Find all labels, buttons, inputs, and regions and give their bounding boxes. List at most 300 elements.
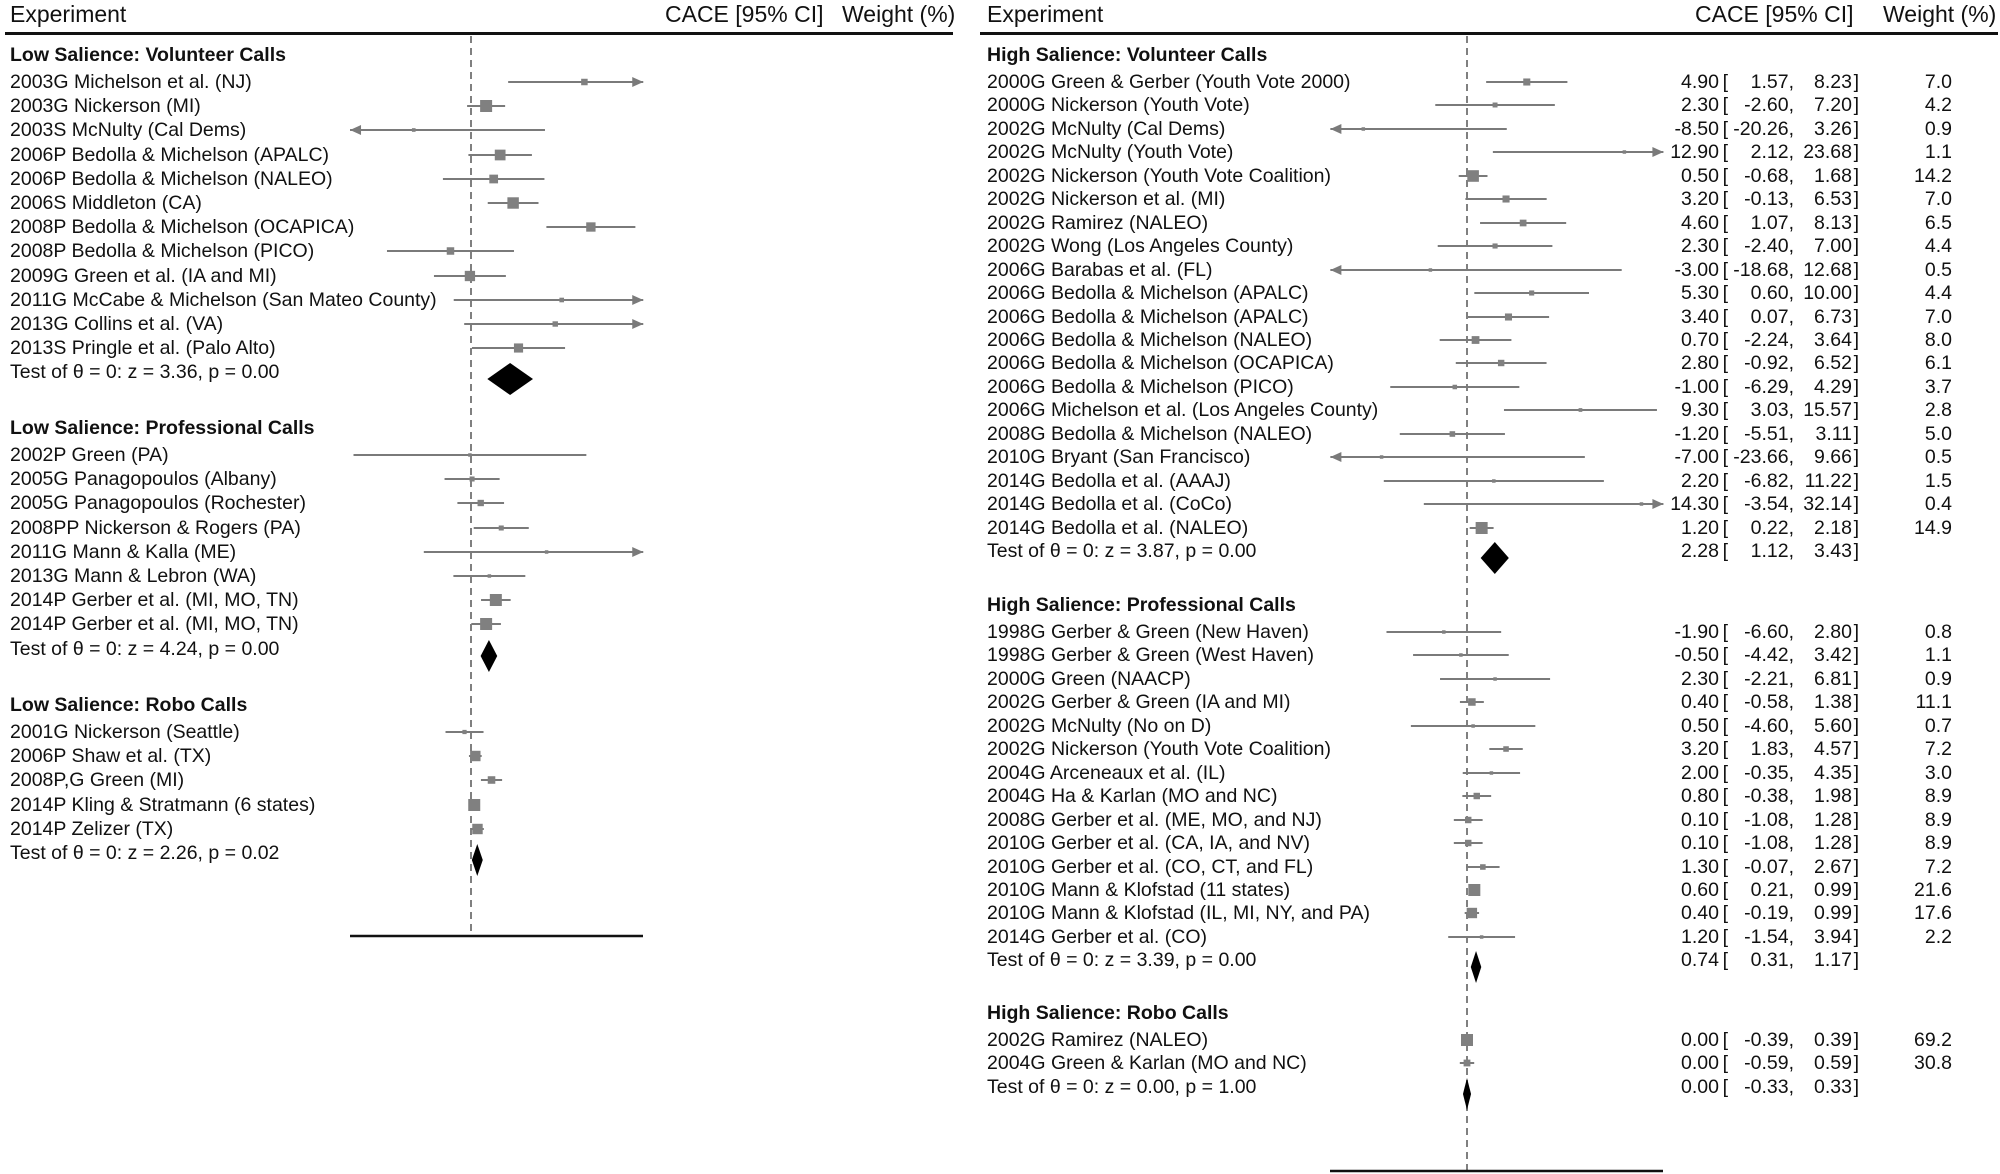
ci-close: ] [1853, 399, 1859, 421]
ci-open: [ [1722, 879, 1728, 901]
ci-close: ] [1853, 212, 1859, 234]
study-label: 2000G Nickerson (Youth Vote) [987, 94, 1250, 116]
ci-open: [ [1722, 691, 1728, 713]
ci-close: ] [1853, 259, 1859, 281]
ci-open: [ [1722, 902, 1728, 924]
study-label: 2009G Green et al. (IA and MI) [10, 265, 277, 287]
effect-estimate: 2.30 [1681, 235, 1719, 257]
effect-estimate: 9.30 [1681, 399, 1719, 421]
weight-value: 6.1 [1924, 352, 1952, 374]
ci-upper: 0.39 [1814, 1029, 1852, 1051]
study-label: 2006G Bedolla & Michelson (NALEO) [987, 329, 1313, 351]
ci-lower: 0.60, [1750, 282, 1794, 304]
study-label: 2004G Green & Karlan (MO and NC) [987, 1052, 1307, 1074]
ci-lower: 1.83, [1750, 738, 1794, 760]
ci-close: ] [1853, 94, 1859, 116]
weight-value: 11.1 [1915, 691, 1952, 713]
header-cace: CACE [95% CI] [665, 1, 824, 27]
weight-value: 0.8 [1924, 621, 1952, 643]
ci-close: ] [1853, 856, 1859, 878]
ci-upper: 23.68 [1803, 141, 1852, 163]
weight-value: 7.0 [1924, 188, 1952, 210]
effect-estimate: -0.50 [1674, 644, 1719, 666]
study-label: 2005G Panagopoulos (Albany) [10, 468, 277, 490]
ci-open: [ [1722, 738, 1728, 760]
study-label: 2000G Green & Gerber (Youth Vote 2000) [987, 71, 1351, 93]
weight-value: 14.9 [1914, 517, 1952, 539]
ci-close: ] [1853, 376, 1859, 398]
effect-estimate: 0.50 [1681, 715, 1719, 737]
ci-open: [ [1722, 235, 1728, 257]
ci-close: ] [1853, 715, 1859, 737]
ci-lower: 2.12, [1750, 141, 1794, 163]
ci-close: ] [1853, 691, 1859, 713]
study-label: 2002G Nickerson (Youth Vote Coalition) [987, 165, 1331, 187]
study-label: 2014P Kling & Stratmann (6 states) [10, 794, 316, 816]
weight-value: 6.5 [1924, 212, 1952, 234]
ci-open: [ [1722, 165, 1728, 187]
ci-lower: -2.60, [1744, 94, 1794, 116]
ci-lower: 1.07, [1750, 212, 1794, 234]
study-label: 2002G Ramirez (NALEO) [987, 1029, 1209, 1051]
ci-upper: 3.26 [1814, 118, 1852, 140]
study-label: 2013S Pringle et al. (Palo Alto) [10, 337, 276, 359]
ci-upper: 6.73 [1814, 306, 1852, 328]
ci-open: [ [1722, 1052, 1728, 1074]
ci-upper: 1.28 [1814, 809, 1852, 831]
ci-close: ] [1853, 470, 1859, 492]
ci-open: [ [1722, 540, 1728, 562]
study-label: 2003G Nickerson (MI) [10, 95, 201, 117]
ci-open: [ [1722, 423, 1728, 445]
weight-value: 5.0 [1924, 423, 1952, 445]
weight-value: 1.5 [1924, 470, 1952, 492]
ci-upper: 1.68 [1814, 165, 1852, 187]
study-label: 2006P Shaw et al. (TX) [10, 745, 212, 767]
weight-value: 4.4 [1924, 235, 1952, 257]
study-label: 2014G Bedolla et al. (AAAJ) [987, 470, 1231, 492]
ci-open: [ [1722, 306, 1728, 328]
ci-open: [ [1722, 329, 1728, 351]
ci-close: ] [1853, 118, 1859, 140]
group-title: High Salience: Professional Calls [987, 594, 1296, 616]
group-title: Low Salience: Robo Calls [10, 694, 248, 716]
study-label: 2010G Mann & Klofstad (11 states) [987, 879, 1291, 901]
effect-estimate: 4.90 [1681, 71, 1719, 93]
ci-upper: 4.57 [1814, 738, 1852, 760]
overall-test-label: Test of θ = 0: z = 4.24, p = 0.00 [10, 638, 280, 660]
ci-close: ] [1853, 282, 1859, 304]
weight-value: 8.0 [1924, 329, 1952, 351]
header-cace: CACE [95% CI] [1695, 1, 1854, 27]
ci-close: ] [1853, 644, 1859, 666]
effect-estimate: 1.30 [1681, 856, 1719, 878]
effect-estimate: 5.30 [1681, 282, 1719, 304]
study-label: 2006P Bedolla & Michelson (APALC) [10, 144, 330, 166]
effect-estimate: 0.00 [1681, 1052, 1719, 1074]
effect-estimate: 0.10 [1681, 832, 1719, 854]
ci-upper: 8.13 [1814, 212, 1852, 234]
effect-estimate: 12.90 [1670, 141, 1719, 163]
study-label: 2002P Green (PA) [10, 444, 169, 466]
study-label: 2002G Wong (Los Angeles County) [987, 235, 1294, 257]
ci-close: ] [1853, 352, 1859, 374]
effect-estimate: 0.70 [1681, 329, 1719, 351]
ci-close: ] [1853, 879, 1859, 901]
study-label: 1998G Gerber & Green (West Haven) [987, 644, 1314, 666]
study-label: 2002G Nickerson (Youth Vote Coalition) [987, 738, 1331, 760]
ci-upper: 8.23 [1814, 71, 1852, 93]
weight-value: 8.9 [1924, 785, 1952, 807]
study-label: 2011G McCabe & Michelson (San Mateo County) [10, 289, 437, 311]
overall-ci-upper: 3.43 [1814, 540, 1852, 562]
weight-value: 17.6 [1914, 902, 1952, 924]
ci-close: ] [1853, 832, 1859, 854]
ci-close: ] [1853, 329, 1859, 351]
ci-close: ] [1853, 668, 1859, 690]
ci-upper: 12.68 [1803, 259, 1852, 281]
ci-lower: -18.68, [1733, 259, 1794, 281]
overall-test-label: Test of θ = 0: z = 2.26, p = 0.02 [10, 842, 280, 864]
weight-value: 0.5 [1924, 259, 1952, 281]
study-label: 2002G Gerber & Green (IA and MI) [987, 691, 1291, 713]
ci-close: ] [1853, 423, 1859, 445]
ci-lower: -2.40, [1744, 235, 1794, 257]
ci-close: ] [1853, 949, 1859, 971]
study-label: 2013G Mann & Lebron (WA) [10, 565, 257, 587]
header-weight: Weight (%) [842, 1, 956, 27]
weight-value: 14.2 [1914, 165, 1952, 187]
study-label: 2002G McNulty (Youth Vote) [987, 141, 1234, 163]
effect-estimate: 1.20 [1681, 517, 1719, 539]
effect-estimate: -1.90 [1674, 621, 1719, 643]
study-label: 2003S McNulty (Cal Dems) [10, 119, 247, 141]
ci-upper: 6.53 [1814, 188, 1852, 210]
ci-close: ] [1853, 785, 1859, 807]
ci-lower: -1.54, [1744, 926, 1794, 948]
effect-estimate: 0.00 [1681, 1029, 1719, 1051]
weight-value: 3.0 [1924, 762, 1952, 784]
ci-open: [ [1722, 762, 1728, 784]
effect-estimate: 14.30 [1670, 493, 1719, 515]
ci-lower: -4.60, [1744, 715, 1794, 737]
ci-open: [ [1722, 856, 1728, 878]
effect-estimate: -1.20 [1674, 423, 1719, 445]
effect-estimate: 0.10 [1681, 809, 1719, 831]
ci-lower: -0.59, [1744, 1052, 1794, 1074]
ci-lower: 1.57, [1750, 71, 1794, 93]
ci-close: ] [1853, 902, 1859, 924]
ci-upper: 2.18 [1814, 517, 1852, 539]
study-label: 2003G Michelson et al. (NJ) [10, 71, 252, 93]
study-label: 2002G Nickerson et al. (MI) [987, 188, 1226, 210]
study-label: 2001G Nickerson (Seattle) [10, 721, 240, 743]
effect-estimate: 2.20 [1681, 470, 1719, 492]
ci-upper: 9.66 [1814, 446, 1852, 468]
ci-open: [ [1722, 621, 1728, 643]
header-experiment: Experiment [10, 1, 127, 27]
effect-estimate: -3.00 [1674, 259, 1719, 281]
ci-open: [ [1722, 118, 1728, 140]
ci-open: [ [1722, 809, 1728, 831]
ci-open: [ [1722, 668, 1728, 690]
ci-close: ] [1853, 493, 1859, 515]
effect-estimate: 0.40 [1681, 902, 1719, 924]
effect-estimate: 0.50 [1681, 165, 1719, 187]
ci-lower: -0.38, [1744, 785, 1794, 807]
study-label: 2013G Collins et al. (VA) [10, 313, 224, 335]
effect-estimate: 3.20 [1681, 188, 1719, 210]
ci-upper: 2.80 [1814, 621, 1852, 643]
study-label: 2008P Bedolla & Michelson (OCAPICA) [10, 216, 355, 238]
ci-lower: -0.58, [1744, 691, 1794, 713]
study-label: 2006G Barabas et al. (FL) [987, 259, 1213, 281]
ci-close: ] [1853, 1029, 1859, 1051]
ci-open: [ [1722, 926, 1728, 948]
ci-lower: -0.19, [1744, 902, 1794, 924]
ci-lower: -2.24, [1744, 329, 1794, 351]
overall-ci-lower: -0.33, [1744, 1076, 1794, 1098]
header-weight: Weight (%) [1883, 1, 1997, 27]
ci-open: [ [1722, 832, 1728, 854]
ci-lower: 0.07, [1750, 306, 1794, 328]
study-label: 2006G Bedolla & Michelson (OCAPICA) [987, 352, 1334, 374]
ci-open: [ [1722, 644, 1728, 666]
ci-lower: -0.07, [1744, 856, 1794, 878]
ci-upper: 3.42 [1814, 644, 1852, 666]
ci-open: [ [1722, 376, 1728, 398]
ci-upper: 15.57 [1803, 399, 1852, 421]
weight-value: 0.5 [1924, 446, 1952, 468]
ci-close: ] [1853, 762, 1859, 784]
study-label: 2010G Mann & Klofstad (IL, MI, NY, and PA) [987, 902, 1370, 924]
effect-estimate: -7.00 [1674, 446, 1719, 468]
overall-estimate: 0.00 [1681, 1076, 1719, 1098]
effect-estimate: 2.80 [1681, 352, 1719, 374]
weight-value: 1.1 [1924, 141, 1952, 163]
ci-close: ] [1853, 621, 1859, 643]
overall-estimate: 2.28 [1681, 540, 1719, 562]
ci-lower: -0.68, [1744, 165, 1794, 187]
ci-lower: -5.51, [1744, 423, 1794, 445]
overall-test-label: Test of θ = 0: z = 3.87, p = 0.00 [987, 540, 1257, 562]
effect-estimate: -1.00 [1674, 376, 1719, 398]
weight-value: 4.4 [1924, 282, 1952, 304]
ci-upper: 3.94 [1814, 926, 1852, 948]
study-label: 2002G McNulty (Cal Dems) [987, 118, 1226, 140]
ci-upper: 1.28 [1814, 832, 1852, 854]
weight-value: 0.9 [1924, 118, 1952, 140]
weight-value: 30.8 [1914, 1052, 1952, 1074]
ci-open: [ [1722, 949, 1728, 971]
ci-lower: -0.39, [1744, 1029, 1794, 1051]
study-label: 2000G Green (NAACP) [987, 668, 1191, 690]
effect-estimate: 0.60 [1681, 879, 1719, 901]
ci-lower: -23.66, [1733, 446, 1794, 468]
ci-upper: 11.22 [1804, 470, 1852, 492]
ci-upper: 1.38 [1814, 691, 1852, 713]
ci-close: ] [1853, 1052, 1859, 1074]
ci-upper: 6.52 [1814, 352, 1852, 374]
ci-close: ] [1853, 517, 1859, 539]
overall-ci-lower: 1.12, [1750, 540, 1794, 562]
ci-upper: 2.67 [1814, 856, 1852, 878]
study-label: 2006G Bedolla & Michelson (APALC) [987, 306, 1309, 328]
ci-upper: 3.64 [1814, 329, 1852, 351]
group-title: High Salience: Robo Calls [987, 1002, 1229, 1024]
weight-value: 0.4 [1924, 493, 1952, 515]
study-label: 2006P Bedolla & Michelson (NALEO) [10, 168, 333, 190]
ci-close: ] [1853, 926, 1859, 948]
header-experiment: Experiment [987, 1, 1104, 27]
study-label: 2008PP Nickerson & Rogers (PA) [10, 517, 301, 539]
ci-upper: 4.35 [1814, 762, 1852, 784]
ci-lower: -1.08, [1744, 809, 1794, 831]
weight-value: 8.9 [1924, 809, 1952, 831]
ci-lower: -0.13, [1744, 188, 1794, 210]
ci-upper: 0.99 [1814, 902, 1852, 924]
ci-open: [ [1722, 259, 1728, 281]
study-label: 2002G McNulty (No on D) [987, 715, 1212, 737]
weight-value: 21.6 [1914, 879, 1952, 901]
study-label: 2006S Middleton (CA) [10, 192, 202, 214]
overall-test-label: Test of θ = 0: z = 3.36, p = 0.00 [10, 361, 280, 383]
ci-close: ] [1853, 71, 1859, 93]
study-label: 2014G Bedolla et al. (NALEO) [987, 517, 1249, 539]
ci-open: [ [1722, 517, 1728, 539]
effect-estimate: 0.80 [1681, 785, 1719, 807]
ci-lower: -2.21, [1744, 668, 1794, 690]
study-label: 2008P Bedolla & Michelson (PICO) [10, 240, 315, 262]
ci-upper: 5.60 [1814, 715, 1852, 737]
study-label: 2010G Gerber et al. (CO, CT, and FL) [987, 856, 1314, 878]
overall-ci-upper: 0.33 [1814, 1076, 1852, 1098]
ci-close: ] [1853, 306, 1859, 328]
study-label: 2010G Bryant (San Francisco) [987, 446, 1251, 468]
effect-estimate: 1.20 [1681, 926, 1719, 948]
group-title: High Salience: Volunteer Calls [987, 44, 1268, 66]
weight-value: 7.0 [1924, 306, 1952, 328]
effect-estimate: 2.30 [1681, 668, 1719, 690]
ci-open: [ [1722, 282, 1728, 304]
ci-upper: 6.81 [1814, 668, 1852, 690]
study-label: 1998G Gerber & Green (New Haven) [987, 621, 1309, 643]
effect-estimate: 2.30 [1681, 94, 1719, 116]
weight-value: 0.7 [1924, 715, 1952, 737]
ci-open: [ [1722, 715, 1728, 737]
overall-ci-upper: 1.17 [1814, 949, 1852, 971]
study-label: 2002G Ramirez (NALEO) [987, 212, 1209, 234]
ci-upper: 0.59 [1814, 1052, 1852, 1074]
ci-open: [ [1722, 446, 1728, 468]
weight-value: 7.0 [1924, 71, 1952, 93]
ci-open: [ [1722, 493, 1728, 515]
effect-estimate: 2.00 [1681, 762, 1719, 784]
overall-test-label: Test of θ = 0: z = 3.39, p = 0.00 [987, 949, 1257, 971]
ci-close: ] [1853, 809, 1859, 831]
ci-open: [ [1722, 399, 1728, 421]
ci-lower: -3.54, [1744, 493, 1794, 515]
group-title: Low Salience: Volunteer Calls [10, 44, 286, 66]
ci-open: [ [1722, 785, 1728, 807]
weight-value: 0.9 [1924, 668, 1952, 690]
overall-ci-lower: 0.31, [1750, 949, 1794, 971]
ci-upper: 4.29 [1814, 376, 1852, 398]
ci-open: [ [1722, 212, 1728, 234]
ci-upper: 7.20 [1814, 94, 1852, 116]
study-label: 2008G Gerber et al. (ME, MO, and NJ) [987, 809, 1322, 831]
ci-open: [ [1722, 1076, 1728, 1098]
ci-lower: 0.22, [1750, 517, 1794, 539]
study-label: 2014P Gerber et al. (MI, MO, TN) [10, 613, 299, 635]
ci-close: ] [1853, 165, 1859, 187]
ci-lower: -6.29, [1744, 376, 1794, 398]
ci-open: [ [1722, 470, 1728, 492]
ci-upper: 7.00 [1814, 235, 1852, 257]
ci-close: ] [1853, 540, 1859, 562]
ci-lower: -4.42, [1744, 644, 1794, 666]
weight-value: 4.2 [1924, 94, 1952, 116]
ci-open: [ [1722, 188, 1728, 210]
study-label: 2008P,G Green (MI) [10, 769, 185, 791]
weight-value: 2.8 [1924, 399, 1952, 421]
study-label: 2004G Arceneaux et al. (IL) [987, 762, 1226, 784]
study-label: 2014P Zelizer (TX) [10, 818, 174, 840]
study-label: 2006G Bedolla & Michelson (APALC) [987, 282, 1309, 304]
ci-close: ] [1853, 235, 1859, 257]
ci-upper: 3.11 [1815, 423, 1852, 445]
study-label: 2005G Panagopoulos (Rochester) [10, 492, 306, 514]
ci-open: [ [1722, 141, 1728, 163]
weight-value: 2.2 [1924, 926, 1952, 948]
effect-estimate: -8.50 [1674, 118, 1719, 140]
weight-value: 1.1 [1924, 644, 1952, 666]
ci-close: ] [1853, 738, 1859, 760]
study-label: 2004G Ha & Karlan (MO and NC) [987, 785, 1278, 807]
ci-upper: 10.00 [1803, 282, 1852, 304]
ci-lower: -6.60, [1744, 621, 1794, 643]
weight-value: 8.9 [1924, 832, 1952, 854]
ci-upper: 32.14 [1803, 493, 1852, 515]
weight-value: 7.2 [1924, 738, 1952, 760]
ci-open: [ [1722, 94, 1728, 116]
effect-estimate: 4.60 [1681, 212, 1719, 234]
ci-lower: -0.35, [1744, 762, 1794, 784]
ci-upper: 0.99 [1814, 879, 1852, 901]
ci-close: ] [1853, 446, 1859, 468]
effect-estimate: 3.20 [1681, 738, 1719, 760]
study-label: 2008G Bedolla & Michelson (NALEO) [987, 423, 1313, 445]
ci-upper: 1.98 [1814, 785, 1852, 807]
ci-lower: -1.08, [1744, 832, 1794, 854]
ci-open: [ [1722, 352, 1728, 374]
ci-open: [ [1722, 71, 1728, 93]
study-label: 2011G Mann & Kalla (ME) [10, 541, 237, 563]
study-label: 2006G Michelson et al. (Los Angeles County) [987, 399, 1379, 421]
study-label: 2014G Bedolla et al. (CoCo) [987, 493, 1232, 515]
study-label: 2014P Gerber et al. (MI, MO, TN) [10, 589, 299, 611]
overall-estimate: 0.74 [1681, 949, 1719, 971]
ci-lower: 3.03, [1750, 399, 1794, 421]
effect-estimate: 3.40 [1681, 306, 1719, 328]
effect-estimate: 0.40 [1681, 691, 1719, 713]
ci-lower: 0.21, [1750, 879, 1794, 901]
ci-lower: -6.82, [1744, 470, 1794, 492]
ci-close: ] [1853, 141, 1859, 163]
ci-close: ] [1853, 188, 1859, 210]
group-title: Low Salience: Professional Calls [10, 417, 315, 439]
ci-lower: -20.26, [1733, 118, 1794, 140]
